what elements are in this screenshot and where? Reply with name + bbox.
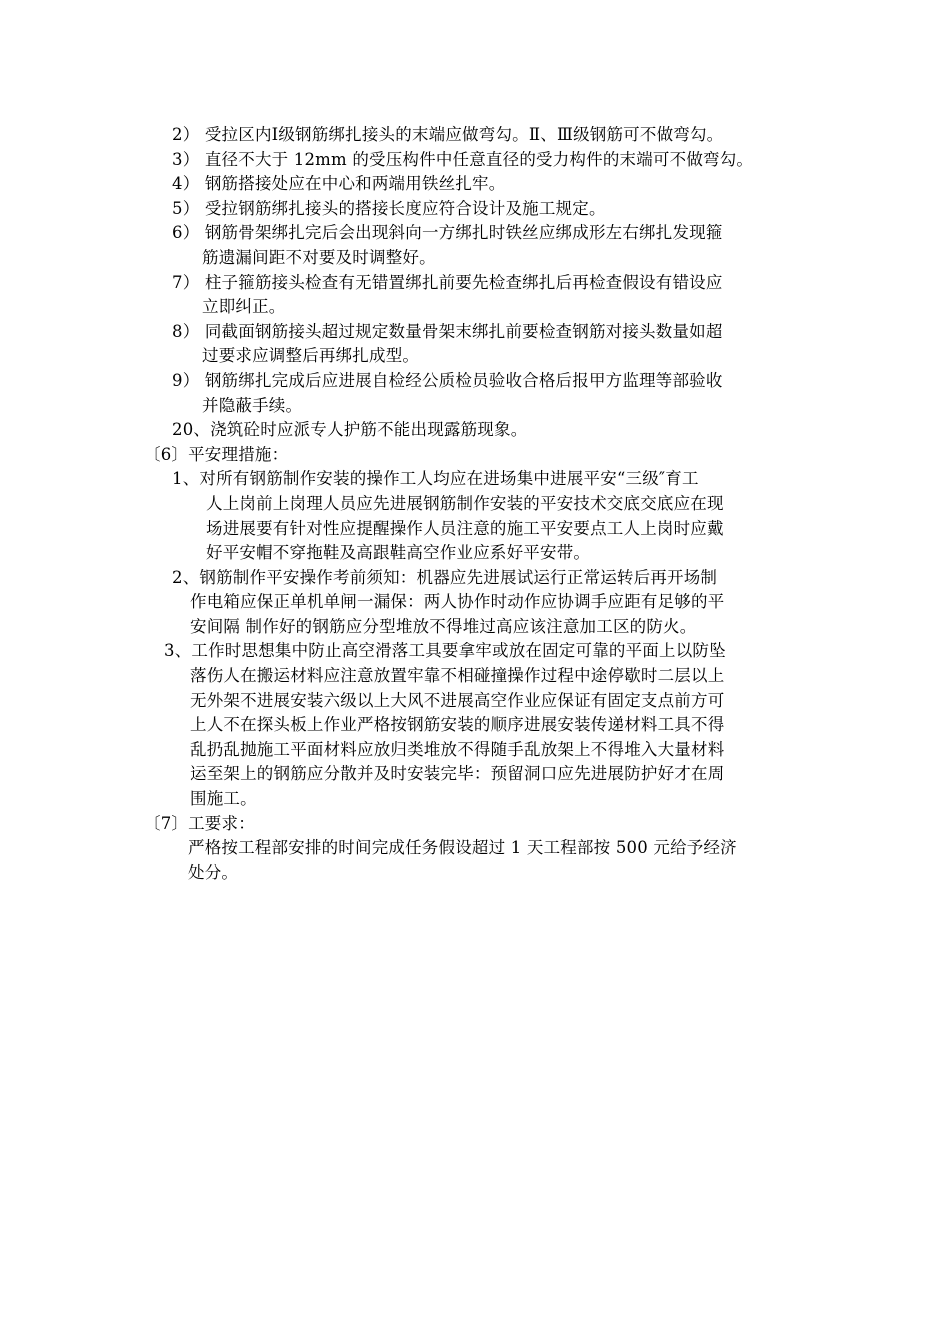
section-6-item-1: 1、对所有钢筋制作安装的操作工人均应在进场集中进展平安“三级″育工 [172,469,699,489]
section-6-item-2: 2、钢筋制作平安操作考前须知：机器应先进展试运行正常运转后再开场制 [172,567,718,587]
section-7-heading: 〔7〕工要求： [144,813,255,833]
list-item-8-cont: 过要求应调整后再绑扎成型。 [202,346,420,366]
section-6-item-2-cont: 作电箱应保正单机单闸一漏保：两人协作时动作应协调手应距有足够的平 [190,592,725,612]
list-item-20: 20、浇筑砼时应派专人护筋不能出现露筋现象。 [172,420,528,440]
list-item-7: 7） 柱子箍筋接头检查有无错置绑扎前要先检查绑扎后再检查假设有错设应 [172,272,723,292]
list-item-9-cont: 并隐蔽手续。 [202,395,303,415]
list-item-3: 3） 直径不大于 12mm 的受压构件中任意直径的受力构件的末端可不做弯勾。 [172,149,754,169]
list-item-6: 6） 钢筋骨架绑扎完后会出现斜向一方绑扎时铁丝应绑成形左右绑扎发现箍 [172,223,723,243]
list-item-7-cont: 立即纠正。 [202,297,286,317]
section-6-item-1-cont: 人上岗前上岗理人员应先进展钢筋制作安装的平安技术交底交底应在现 [206,493,724,513]
section-6-item-3-cont: 落伤人在搬运材料应注意放置牢靠不相碰撞操作过程中途停歇时二层以上 [190,666,725,686]
section-6-item-2-cont: 安间隔 制作好的钢筋应分型堆放不得堆过高应该注意加工区的防火。 [190,616,697,636]
section-6-item-1-cont: 场进展要有针对性应提醒操作人员注意的施工平安要点工人上岗时应戴 [206,518,724,538]
section-6-item-1-cont: 好平安帽不穿拖鞋及高跟鞋高空作业应系好平安带。 [206,543,591,563]
section-6-item-3-cont: 乱扔乱抛施工平面材料应放归类堆放不得随手乱放架上不得堆入大量材料 [190,739,725,759]
list-item-4: 4） 钢筋搭接处应在中心和两端用铁丝扎牢。 [172,174,506,194]
section-7-paragraph-cont: 处分。 [188,862,239,882]
section-7-paragraph: 严格按工程部安排的时间完成任务假设超过 1 天工程部按 500 元给予经济 [188,838,737,858]
section-6-item-3-cont: 上人不在探头板上作业严格按钢筋安装的顺序进展安装传递材料工具不得 [190,715,725,735]
document-body [144,123,830,885]
section-6-item-3-cont: 运至架上的钢筋应分散并及时安装完毕：预留洞口应先进展防护好才在周 [190,764,725,784]
list-item-2: 2） 受拉区内Ⅰ级钢筋绑扎接头的末端应做弯勾。Ⅱ、Ⅲ级钢筋可不做弯勾。 [172,125,724,144]
section-6-heading: 〔6〕平安理措施： [144,444,289,464]
section-6-item-3-cont: 围施工。 [190,789,257,809]
list-item-5: 5） 受拉钢筋绑扎接头的搭接长度应符合设计及施工规定。 [172,198,606,218]
section-6-item-3: 3、工作时思想集中防止高空滑落工具要拿牢或放在固定可靠的平面上以防坠 [164,641,726,661]
list-item-6-cont: 筋遗漏间距不对要及时调整好。 [202,247,436,267]
list-item-9: 9） 钢筋绑扎完成后应进展自检经公质检员验收合格后报甲方监理等部验收 [172,370,723,390]
section-6-item-3-cont: 无外架不进展安装六级以上大风不进展高空作业应保证有固定支点前方可 [190,690,725,710]
list-item-8: 8） 同截面钢筋接头超过规定数量骨架末绑扎前要检查钢筋对接头数量如超 [172,321,723,341]
